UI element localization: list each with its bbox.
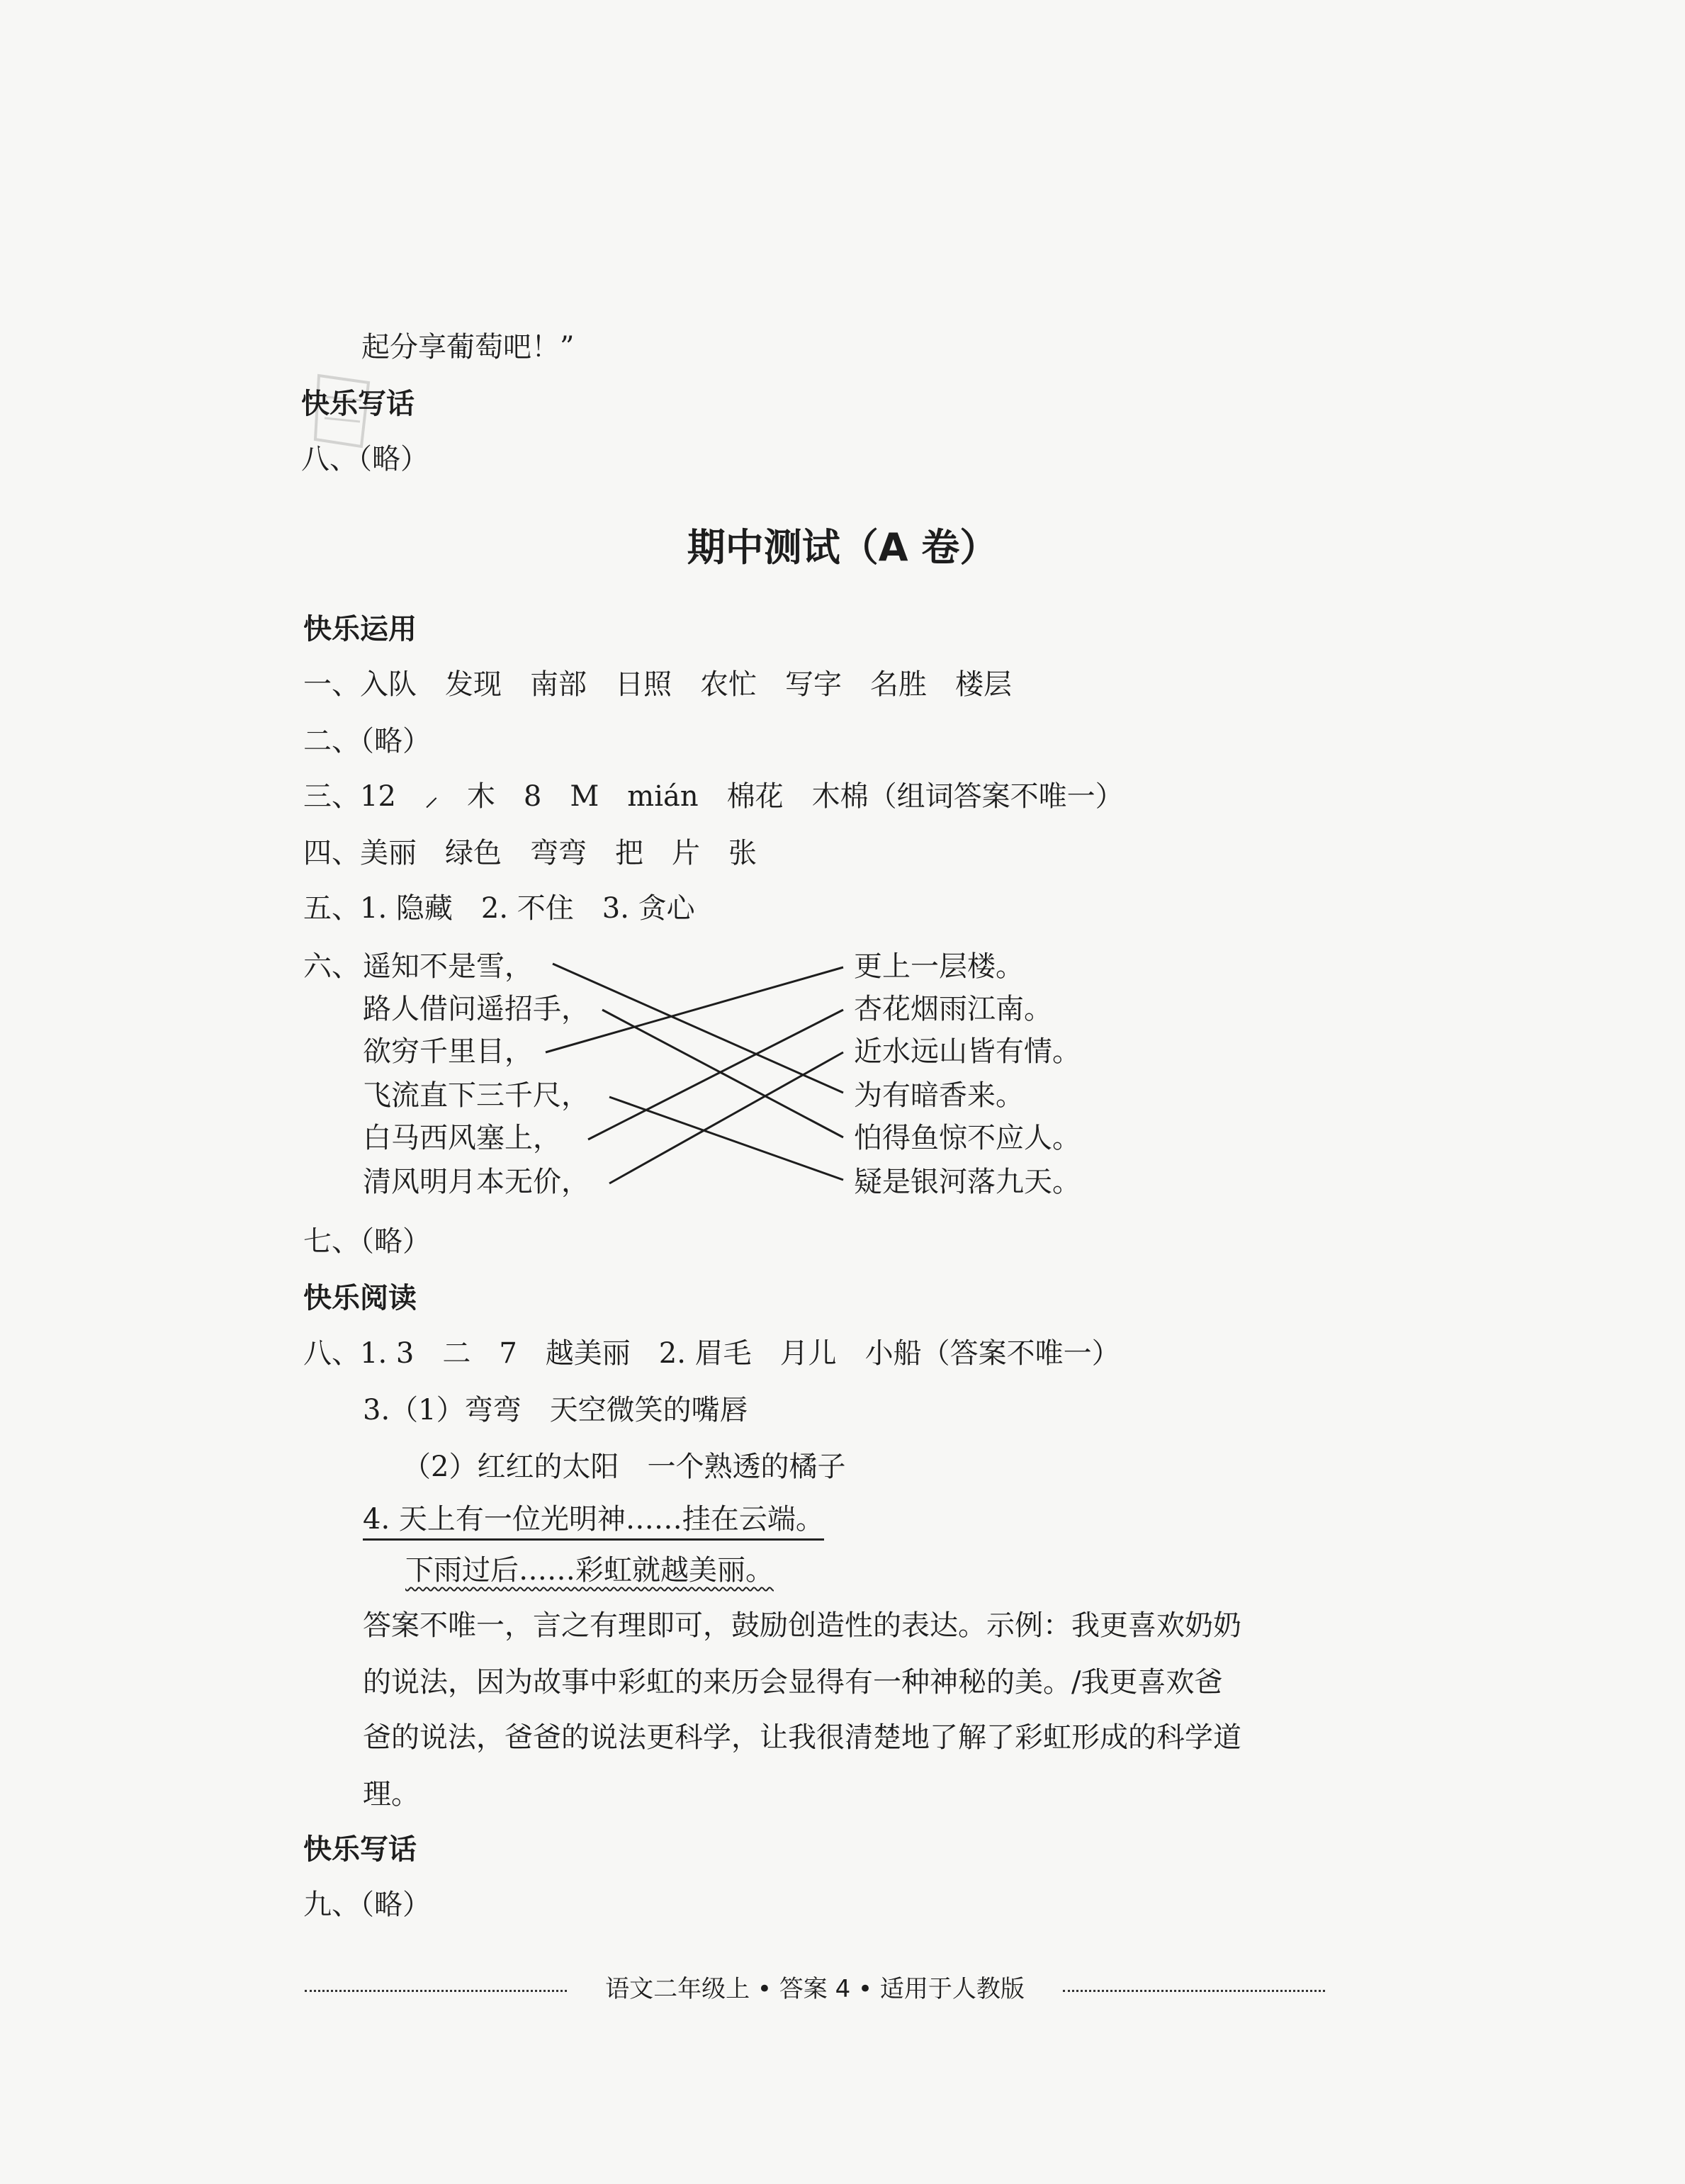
answer-q3: 三、12 ⸝ 木 8 M mián 棉花 木棉（组词答案不唯一）	[303, 780, 1124, 813]
answer-q8-line3: （2）红红的太阳 一个熟透的橘子	[402, 1451, 846, 1483]
answer-q7: 七、（略）	[303, 1225, 431, 1258]
q6-right-1: 更上一层楼。	[854, 950, 1024, 983]
answer-q8-line5: 下雨过后……彩虹就越美丽。	[405, 1554, 774, 1587]
answer-q5: 五、1. 隐藏 2. 不住 3. 贪心	[303, 892, 695, 925]
q6-right-5: 怕得鱼惊不应人。	[854, 1122, 1081, 1154]
q6-left-5: 白马西风塞上，	[363, 1122, 561, 1154]
section-heading-read: 快乐阅读	[303, 1282, 417, 1315]
answer-q6-label: 六、	[303, 950, 360, 983]
q6-right-2: 杏花烟雨江南。	[854, 993, 1052, 1025]
q8-paragraph-line-2: 的说法，因为故事中彩虹的来历会显得有一种神秘的美。/我更喜欢爸	[363, 1666, 1223, 1699]
q6-left-2: 路人借问遥招手，	[363, 993, 590, 1025]
q8-paragraph-line-4: 理。	[363, 1778, 419, 1811]
answer-q8-line4: 4. 天上有一位光明神……挂在云端。	[363, 1503, 824, 1541]
match-line-4	[609, 1097, 843, 1180]
answer-q8-line4-wrap	[363, 1499, 824, 1539]
footer-text: 语文二年级上 • 答案 4 • 适用于人教版	[605, 1975, 1025, 2003]
answer-q8-line5-wrap	[405, 1550, 774, 1590]
q6-left-6: 清风明月本无价，	[363, 1166, 590, 1198]
q6-right-3: 近水远山皆有情。	[854, 1035, 1081, 1068]
answer-q2: 二、（略）	[303, 725, 431, 758]
page-footer	[305, 1971, 1325, 2007]
section-heading-writing-2: 快乐写话	[303, 1833, 417, 1866]
answer-item-8-top: 八、（略）	[301, 443, 429, 475]
q6-right-6: 疑是银河落九天。	[854, 1166, 1081, 1198]
answer-q8-line2: 3.（1）弯弯 天空微笑的嘴唇	[363, 1394, 748, 1426]
continuation-text: 起分享葡萄吧！”	[361, 331, 575, 364]
answer-q1: 一、入队 发现 南部 日照 农忙 写字 名胜 楼层	[303, 668, 1012, 701]
section-heading-writing: 快乐写话	[301, 388, 415, 420]
q8-paragraph-line-3: 爸的说法，爸爸的说法更科学，让我很清楚地了解了彩虹形成的科学道	[363, 1721, 1241, 1754]
q6-left-4: 飞流直下三千尺，	[363, 1079, 590, 1112]
page-title: 期中测试（A 卷）	[687, 525, 998, 570]
answer-q8-line1: 八、1. 3 二 7 越美丽 2. 眉毛 月儿 小船（答案不唯一）	[303, 1337, 1120, 1370]
q8-paragraph-line-1: 答案不唯一，言之有理即可，鼓励创造性的表达。示例：我更喜欢奶奶	[363, 1609, 1241, 1642]
footer-rule-right	[1063, 1990, 1325, 1992]
q6-left-1: 遥知不是雪，	[363, 950, 533, 983]
section-heading-use: 快乐运用	[303, 613, 417, 646]
q6-right-4: 为有暗香来。	[854, 1079, 1024, 1112]
footer-rule-left	[305, 1990, 567, 1992]
answer-q4: 四、美丽 绿色 弯弯 把 片 张	[303, 837, 757, 869]
q6-left-3: 欲穷千里目，	[363, 1035, 533, 1068]
match-line-1	[553, 964, 843, 1093]
answer-q9: 九、（略）	[303, 1889, 431, 1921]
